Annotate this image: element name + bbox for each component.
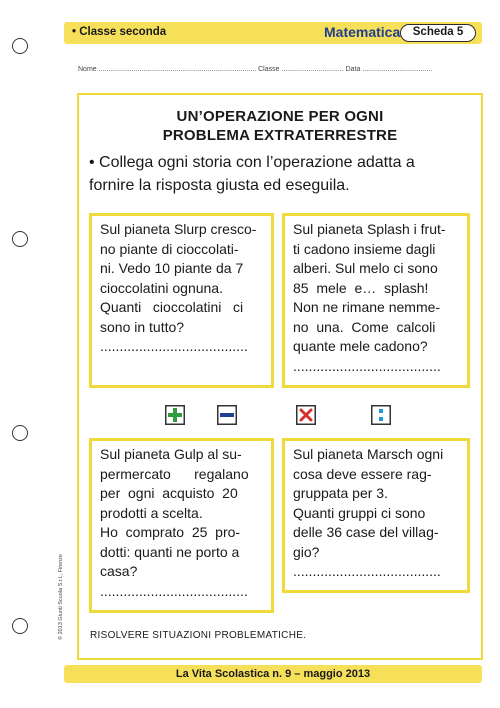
story-card-slurp (89, 213, 274, 388)
answer-line[interactable]: ...................................... (293, 563, 441, 579)
binder-hole (12, 618, 28, 634)
instruction-line: • Collega ogni storia con l’operazione adatta a (89, 154, 415, 171)
binder-hole (12, 38, 28, 54)
times-icon[interactable] (296, 405, 316, 425)
story-line: quante mele cadono? (293, 338, 428, 354)
story-line: Sul pianeta Slurp cresco- (100, 221, 257, 237)
story-line: Ho comprato 25 pro- (100, 524, 241, 540)
story-line: Quanti gruppi ci sono (293, 504, 426, 521)
story-line: Sul pianeta Gulp al su- (100, 446, 242, 462)
story-line: Non ne rimane nemme- (293, 299, 441, 315)
divide-icon[interactable] (371, 405, 391, 425)
story-line: dotti: quanti ne porto a (100, 543, 240, 560)
story-line: casa? (100, 563, 138, 579)
title-line: PROBLEMA EXTRATERRESTRE (162, 127, 398, 144)
story-line: Sul pianeta Marsch ogni (293, 446, 444, 462)
story-line: alberi. Sul melo ci sono (293, 260, 438, 276)
instruction (89, 151, 479, 197)
story-line: no una. Come calcoli (293, 318, 436, 335)
story-line: cioccolatini ognuna. (100, 279, 223, 296)
binder-hole (12, 231, 28, 247)
story-line: ni. Vedo 10 piante da 7 (100, 260, 244, 276)
answer-line[interactable]: ...................................... (100, 338, 248, 354)
binder-hole (12, 425, 28, 441)
learning-goal: RISOLVERE SITUAZIONI PROBLEMATICHE. (90, 630, 307, 641)
story-line: permercato regalano (100, 465, 249, 482)
story-line: 85 mele e… splash! (293, 279, 429, 296)
subject-title: Matematica (324, 24, 401, 40)
title-line: UN’OPERAZIONE PER OGNI (176, 108, 384, 125)
sheet-badge: Scheda 5 (400, 24, 476, 42)
story-card-splash (282, 213, 470, 388)
instruction-line: fornire la risposta giusta ed eseguila. (89, 177, 350, 194)
footer-bar: La Vita Scolastica n. 9 – maggio 2013 (64, 665, 482, 683)
story-line: sono in tutto? (100, 318, 185, 335)
story-line: Sul pianeta Splash i frut- (293, 221, 446, 237)
copyright: © 2013 Giunti Scuola S.r.l., Firenze (58, 554, 64, 640)
class-label: • Classe seconda (72, 26, 167, 38)
story-line: per ogni acquisto 20 (100, 485, 238, 501)
story-line: ti cadono insieme dagli (293, 240, 436, 257)
story-line: gruppata per 3. (293, 485, 388, 501)
story-card-gulp (89, 438, 274, 613)
story-card-marsch (282, 438, 470, 593)
story-line: cosa deve essere rag- (293, 465, 432, 482)
story-line: delle 36 case del villag- (293, 524, 439, 540)
minus-icon[interactable] (217, 405, 237, 425)
story-line: prodotti a scelta. (100, 504, 203, 521)
story-line: gio? (293, 543, 320, 560)
story-line: no piante di cioccolati- (100, 240, 239, 257)
answer-line[interactable]: ...................................... (293, 357, 441, 374)
worksheet-title (79, 107, 481, 145)
plus-icon[interactable] (165, 405, 185, 425)
story-line: Quanti cioccolatini ci (100, 299, 244, 315)
answer-line[interactable]: ...................................... (100, 582, 248, 599)
header-bar (64, 22, 482, 44)
student-fields: Nome ................................................................................. Classe ................................ Data .................................... (78, 66, 433, 73)
